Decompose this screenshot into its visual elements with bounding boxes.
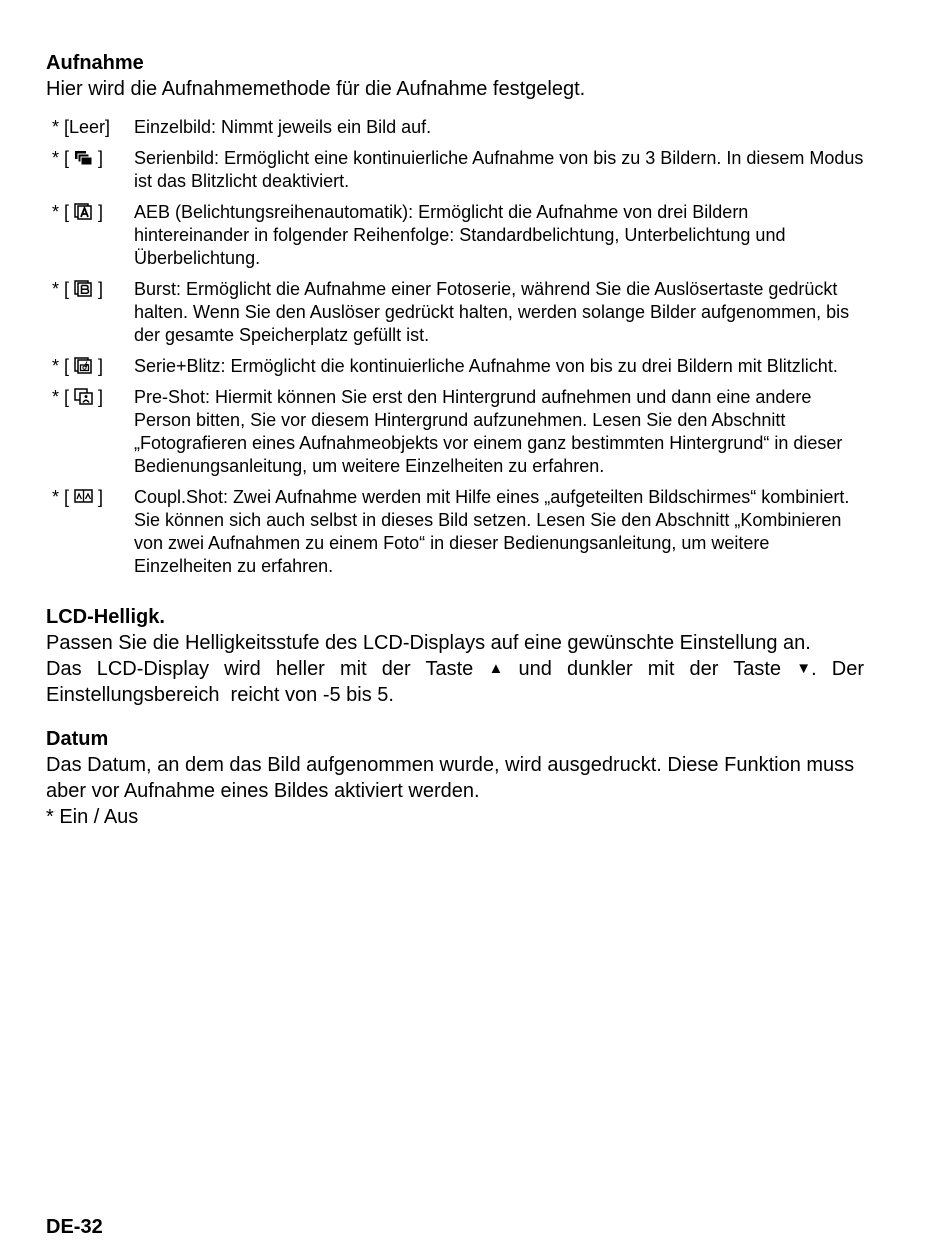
datum-text: Das Datum, an dem das Bild aufgenommen wurde, wird ausgedruckt. Diese Funktion muss aber vor Aufnahme eines Bildes aktiviert werden. (46, 754, 855, 802)
mode-label: * [ ] (52, 279, 104, 299)
mode-description: Serienbild: Ermöglicht eine kontinuierliche Aufnahme von bis zu 3 Bildern. In diesem Modus ist das Blitzlicht deaktiviert. (134, 148, 864, 191)
mode-label: * [ ] (52, 202, 104, 222)
list-item (46, 486, 864, 578)
lcd-text-line1: Passen Sie die Helligkeitsstufe des LCD-Displays auf eine gewünschte Einstellung an. (46, 632, 811, 654)
list-item (46, 386, 864, 478)
series-flash-icon (74, 357, 93, 374)
up-arrow-icon: ▲ (488, 660, 504, 677)
mode-label: * [ ] (52, 487, 104, 507)
burst-icon (74, 280, 93, 297)
manual-page (46, 50, 864, 830)
mode-description: Einzelbild: Nimmt jeweils ein Bild auf. (134, 117, 432, 137)
page-number: DE-32 (46, 1216, 103, 1238)
capture-mode-list (46, 116, 864, 578)
list-item (46, 278, 864, 347)
mode-description: Pre-Shot: Hiermit können Sie erst den Hintergrund aufnehmen und dann eine andere Person bitten, Sie vor diesem Hintergrund aufzunehmen. Lesen Sie den Abschnitt „Fotografieren eines Aufnahmeobjekts vor einem ganz bestimmten Hintergrund“ in dieser Bedienungsanleitung, um weitere Einzelheiten zu erfahren. (134, 387, 843, 476)
couple-shot-icon (74, 488, 93, 505)
section-spacer (46, 586, 864, 604)
list-item (46, 147, 864, 193)
mode-label: * [Leer] (52, 117, 111, 137)
aufnahme-intro: Hier wird die Aufnahmemethode für die Aufnahme festgelegt. (46, 78, 586, 100)
lcd-text-line2: Das LCD-Display wird heller mit der Taste ▲ und dunkler mit der Taste ▼. Der (46, 658, 865, 680)
mode-label: * [ ] (52, 387, 104, 407)
mode-description: Burst: Ermöglicht die Aufnahme einer Fotoserie, während Sie die Auslösertaste gedrückt halten. Wenn Sie den Auslöser gedrückt halten, werden solange Bilder aufgenommen, bis der gesamte Speicherplatz gefüllt ist. (134, 279, 850, 345)
mode-description: Coupl.Shot: Zwei Aufnahme werden mit Hilfe eines „aufgeteilten Bildschirmes“ kombiniert. Sie können sich auch selbst in dieses Bild setzen. Lesen Sie den Abschnitt „Kombinieren von zwei Aufnahmen zu einem Foto“ in dieser Bedienungsanleitung, um weitere Einzelheiten zu erfahren. (134, 487, 850, 576)
section-spacer (46, 708, 864, 726)
list-item (46, 116, 864, 139)
mode-label: * [ ] (52, 148, 104, 168)
continuous-shot-icon (74, 149, 93, 166)
mode-description: Serie+Blitz: Ermöglicht die kontinuierliche Aufnahme von bis zu drei Bildern mit Blitzlicht. (134, 356, 838, 376)
aufnahme-heading: Aufnahme (46, 52, 144, 74)
pre-shot-icon (74, 388, 93, 405)
aeb-icon (74, 203, 93, 220)
down-arrow-icon: ▼ (796, 660, 812, 677)
mode-label: * [ ] (52, 356, 104, 376)
list-item (46, 355, 864, 378)
datum-heading: Datum (46, 728, 109, 750)
lcd-heading: LCD-Helligk. (46, 606, 165, 628)
datum-options: * Ein / Aus (46, 806, 139, 828)
list-item (46, 201, 864, 270)
lcd-text-line3: Einstellungsbereich reicht von -5 bis 5. (46, 684, 394, 706)
mode-description: AEB (Belichtungsreihenautomatik): Ermöglicht die Aufnahme von drei Bildern hintereinander in folgender Reihenfolge: Standardbelichtung, Unterbelichtung und Überbelichtung. (134, 202, 786, 268)
